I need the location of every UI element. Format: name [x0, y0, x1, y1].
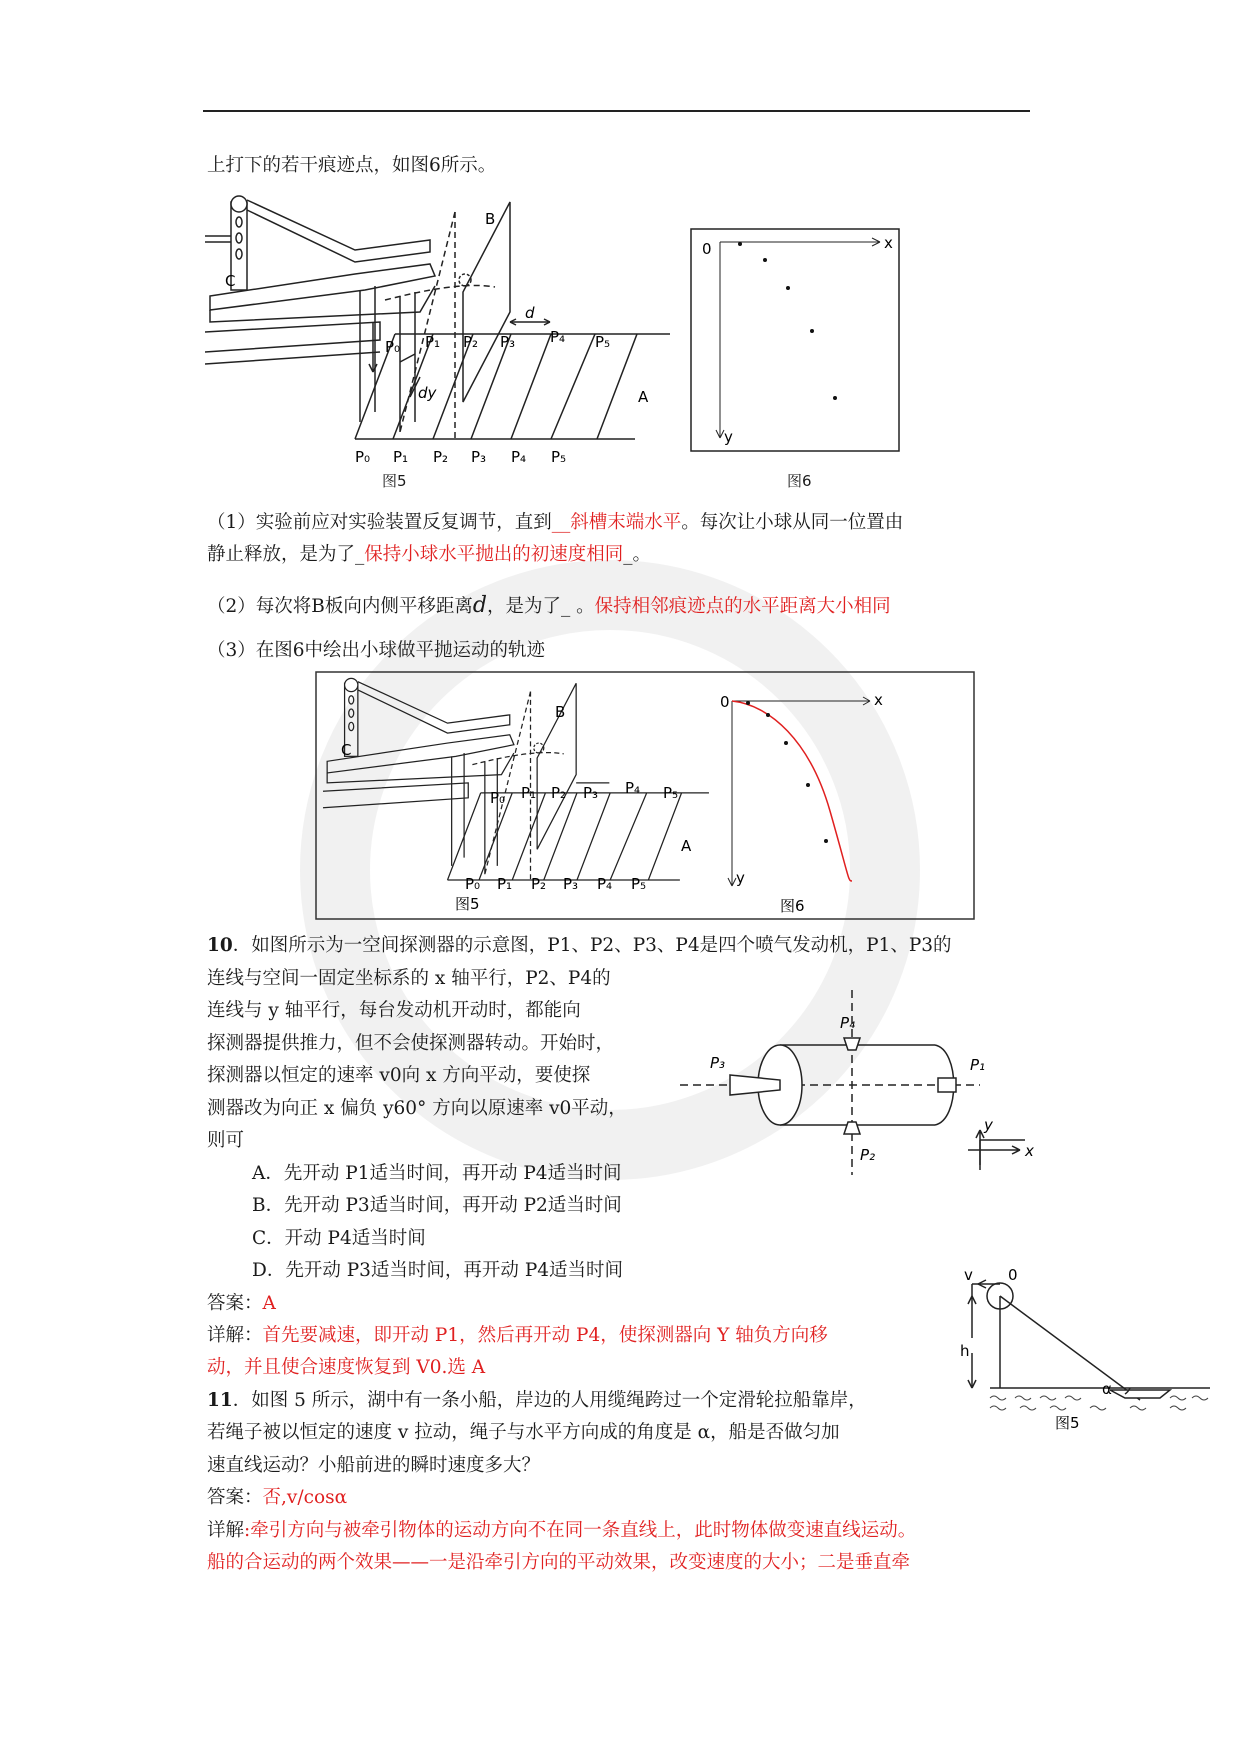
q10-number: 10	[207, 935, 233, 956]
q10-line6: 测器改为向正 x 偏负 y60° 方向以原速率 v0平动，	[207, 1098, 627, 1119]
svg-text:P₂: P₂	[531, 875, 547, 893]
svg-text:y: y	[724, 428, 733, 446]
q10-choice-a: A．先开动 P1适当时间，再开动 P4适当时间	[252, 1163, 622, 1184]
q10-text-1: ．如图所示为一空间探测器的示意图，P1、P2、P3、P4是四个喷气发动机，P1、P3的	[232, 935, 952, 956]
q11-answer: 否,v/cosα	[262, 1487, 348, 1508]
svg-text:P₄: P₄	[550, 328, 566, 346]
svg-text:P₁: P₁	[497, 875, 513, 893]
svg-text:0: 0	[702, 240, 712, 258]
q10-explain-line2: 动，并且使合速度恢复到 V0.选 A	[207, 1357, 486, 1378]
q10-line1	[207, 933, 952, 959]
svg-text:P₁: P₁	[425, 333, 441, 351]
header-rule	[203, 110, 1030, 112]
svg-text:P₂: P₂	[433, 448, 449, 466]
figure-6-caption: 图6	[787, 472, 812, 490]
svg-text:B: B	[555, 703, 566, 721]
svg-text:x: x	[884, 234, 893, 252]
svg-text:图6: 图6	[780, 897, 805, 915]
q11-line3: 速直线运动？小船前进的瞬时速度多大？	[207, 1455, 541, 1476]
q3-line: （3）在图6中绘出小球做平抛运动的轨迹	[207, 640, 546, 661]
probe-figure	[680, 990, 1050, 1180]
svg-text:P₄: P₄	[597, 875, 613, 893]
svg-text:P₃: P₃	[563, 875, 579, 893]
q10-explain-1: 首先要减速，即开动 P1，然后再开动 P4，使探测器向 Y 轴负方向移	[262, 1325, 828, 1346]
q10-choice-d: D．先开动 P3适当时间，再开动 P4适当时间	[252, 1260, 624, 1281]
q10-answer-label: 答案：	[207, 1293, 263, 1314]
svg-text:P₃: P₃	[583, 784, 599, 802]
svg-text:P₀: P₀	[465, 875, 481, 893]
q10-choice-c: C．开动 P4适当时间	[252, 1228, 426, 1249]
svg-text:P₁: P₁	[393, 448, 409, 466]
q1-text-d: _。	[623, 544, 652, 565]
q1-line1	[207, 510, 903, 536]
q2-answer: 保持相邻痕迹点的水平距离大小相同	[594, 596, 891, 617]
figure-5-apparatus	[205, 192, 675, 492]
q10-line5: 探测器以恒定的速率 v0向 x 方向平动，要使探	[207, 1065, 591, 1086]
svg-text:y: y	[736, 869, 745, 887]
q2-text-a: （2）每次将B板向内侧平移距离	[207, 596, 473, 617]
svg-text:P₅: P₅	[595, 333, 611, 351]
svg-text:0: 0	[720, 693, 730, 711]
q11-explain-1: :牵引方向与被牵引物体的运动方向不在同一条直线上，此时物体做变速直线运动。	[244, 1520, 917, 1541]
svg-text:P₃: P₃	[471, 448, 487, 466]
svg-text:P₄: P₄	[511, 448, 527, 466]
q11-explain-label: 详解	[207, 1520, 245, 1541]
svg-text:h: h	[960, 1342, 970, 1360]
svg-text:P₀: P₀	[490, 789, 506, 807]
svg-text:A: A	[638, 388, 649, 406]
svg-text:P₃: P₃	[710, 1054, 726, 1072]
q11-number: 11	[207, 1390, 233, 1411]
q1-text-c: 静止释放，是为了_	[207, 544, 365, 565]
q2-text-b: ，是为了_ 。	[486, 596, 595, 617]
svg-text:图5: 图5	[455, 895, 480, 913]
figure-6-plot	[690, 228, 900, 453]
svg-text:P₀: P₀	[355, 448, 371, 466]
q10-line3: 连线与 y 轴平行，每台发动机开动时，都能向	[207, 1000, 581, 1021]
svg-text:C: C	[341, 741, 352, 759]
svg-text:P₁: P₁	[970, 1056, 986, 1074]
svg-text:v: v	[964, 1268, 973, 1284]
q2-line	[207, 593, 891, 620]
svg-text:C: C	[225, 272, 236, 290]
svg-text:P₃: P₃	[500, 333, 516, 351]
q1-text-a: （1）实验前应对实验装置反复调节，直到	[207, 512, 552, 533]
svg-text:P₅: P₅	[663, 784, 679, 802]
q2-symbol-d: d	[472, 593, 487, 618]
svg-text:B: B	[485, 210, 496, 228]
q11-line2: 若绳子被以恒定的速度 v 拉动，绳子与水平方向成的角度是 α，船是否做匀加	[207, 1422, 840, 1443]
svg-text:P₂: P₂	[551, 784, 567, 802]
svg-text:P₄: P₄	[625, 779, 641, 797]
svg-text:A: A	[681, 837, 692, 855]
figure-5-caption: 图5	[382, 472, 407, 490]
svg-text:x: x	[1025, 1142, 1034, 1160]
svg-text:dy: dy	[418, 384, 437, 402]
svg-text:0: 0	[1008, 1268, 1018, 1284]
q1-answer-1: __斜槽末端水平	[551, 512, 682, 533]
q10-answer-line	[207, 1291, 276, 1317]
q10-line4: 探测器提供推力，但不会使探测器转动。开始时，	[207, 1033, 615, 1054]
q1-text-b: 。每次让小球从同一位置由	[681, 512, 904, 533]
svg-text:y: y	[984, 1116, 993, 1134]
intro-line: 上打下的若干痕迹点，如图6所示。	[207, 155, 497, 176]
q10-choice-b: B．先开动 P3适当时间，再开动 P2适当时间	[252, 1195, 622, 1216]
q10-line2: 连线与空间一固定坐标系的 x 轴平行，P2、P4的	[207, 968, 611, 989]
q11-explain-line1	[207, 1518, 916, 1544]
svg-text:P₀: P₀	[385, 338, 401, 356]
q11-text-1: ．如图 5 所示，湖中有一条小船，岸边的人用缆绳跨过一个定滑轮拉船靠岸，	[232, 1390, 867, 1411]
svg-text:P₁: P₁	[521, 784, 537, 802]
q10-answer: A	[262, 1293, 276, 1314]
svg-text:d: d	[525, 304, 535, 322]
q11-answer-line	[207, 1485, 347, 1511]
q10-explain-line1	[207, 1323, 828, 1349]
pulley-boat-figure	[960, 1268, 1220, 1438]
q11-answer-label: 答案：	[207, 1487, 263, 1508]
figure-combined-answer	[315, 671, 975, 920]
q11-explain-line2: 船的合运动的两个效果——一是沿牵引方向的平动效果，改变速度的大小；二是垂直牵	[207, 1552, 911, 1573]
svg-text:P₂: P₂	[463, 333, 479, 351]
svg-text:α: α	[1102, 1380, 1112, 1398]
q11-line1	[207, 1388, 867, 1414]
svg-text:x: x	[874, 691, 883, 709]
q1-line2	[207, 542, 651, 568]
svg-text:P₂: P₂	[860, 1146, 876, 1164]
svg-text:P₄: P₄	[840, 1014, 856, 1032]
svg-text:P₅: P₅	[551, 448, 567, 466]
q1-answer-2: 保持小球水平抛出的初速度相同	[364, 544, 624, 565]
pulley-caption: 图5	[1055, 1414, 1080, 1432]
svg-text:P₅: P₅	[631, 875, 647, 893]
q10-explain-label: 详解：	[207, 1325, 263, 1346]
q10-line7: 则可	[207, 1130, 245, 1151]
